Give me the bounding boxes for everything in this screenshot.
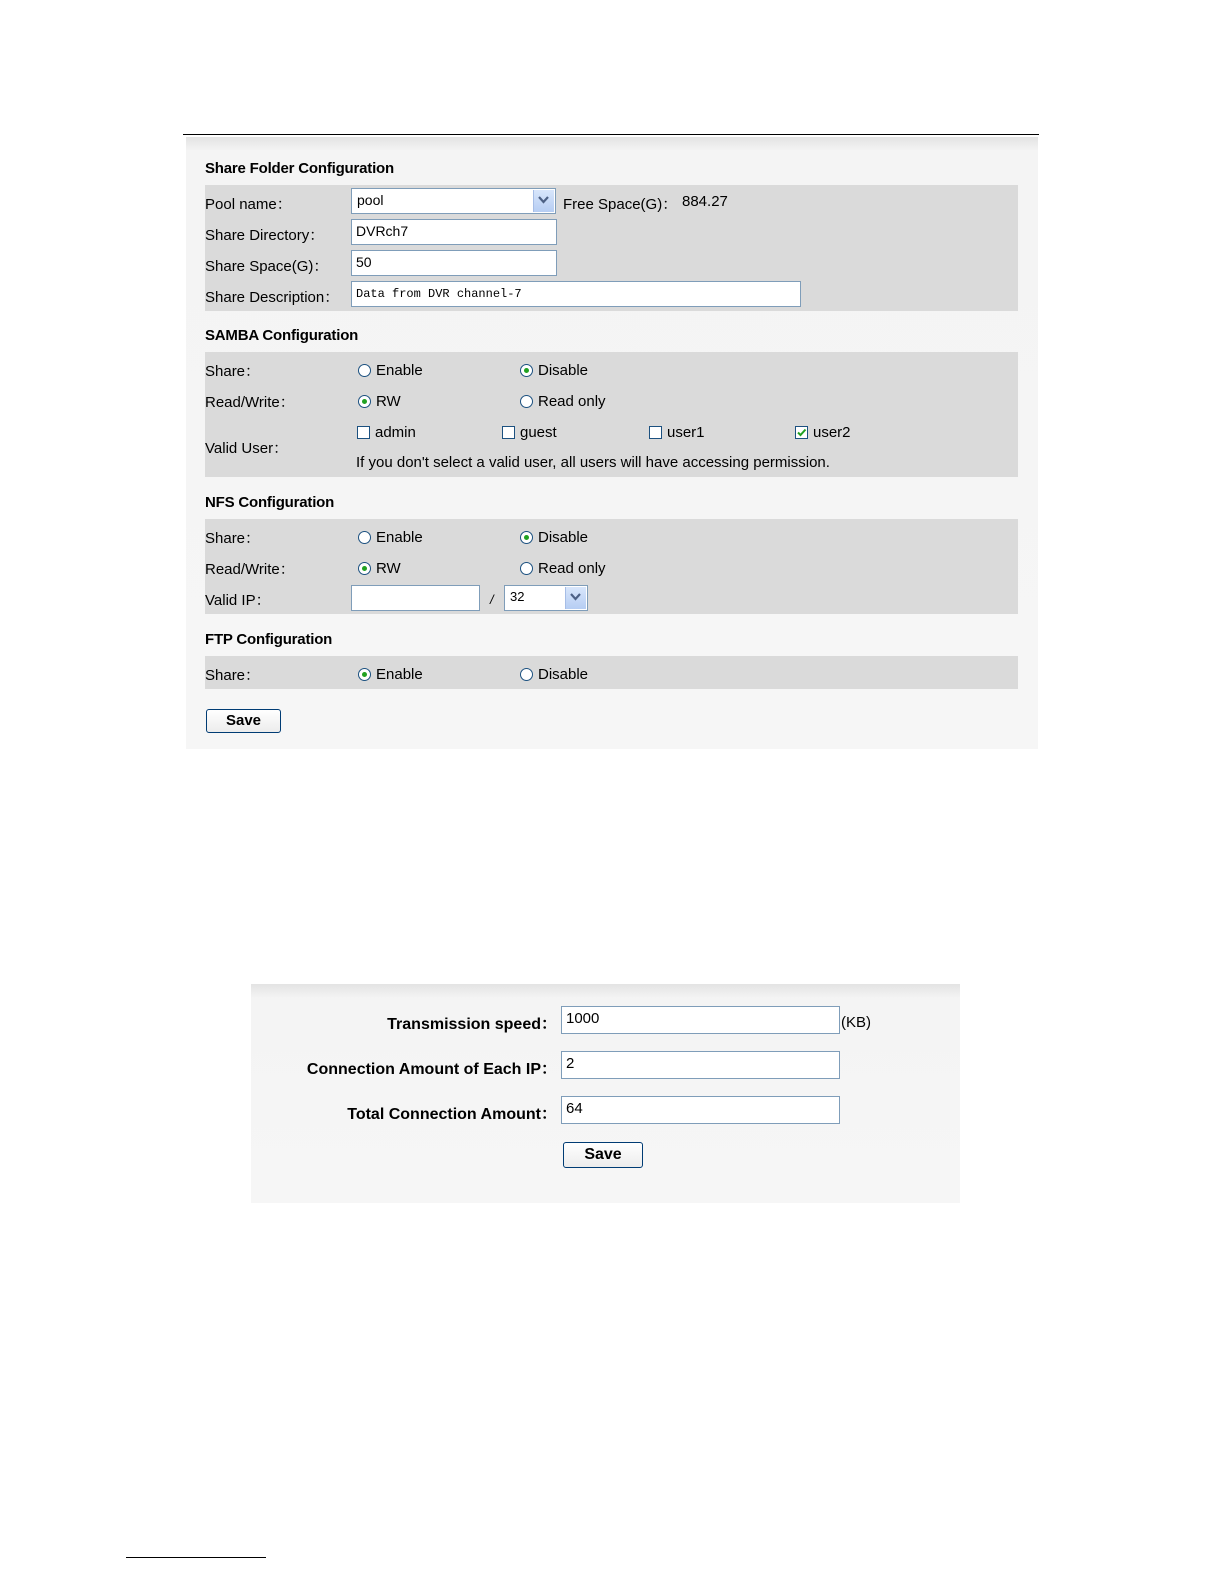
nfs-share-disable-label: Disable (538, 529, 589, 546)
nfs-rw-option[interactable] (358, 560, 401, 577)
pool-name-value: pool (357, 192, 384, 208)
top-rule (183, 134, 1039, 135)
radio-off-icon (358, 364, 371, 377)
user-user1-checkbox[interactable] (649, 424, 705, 441)
radio-on-icon (520, 364, 533, 377)
checkbox-off-icon (502, 426, 515, 439)
per-ip-connection-label: Connection Amount of Each IP： (306, 1061, 557, 1078)
samba-rw-option-label: RW (376, 393, 401, 410)
ftp-band (205, 656, 1018, 689)
nfs-band (205, 519, 1018, 614)
nfs-share-enable[interactable] (358, 529, 423, 546)
samba-readonly-option-label: Read only (538, 393, 606, 410)
user-admin-label: admin (375, 424, 416, 441)
radio-on-icon (358, 395, 371, 408)
subnet-mask-value: 32 (510, 589, 525, 604)
valid-ip-input[interactable] (351, 585, 480, 611)
user-admin-checkbox[interactable] (357, 424, 416, 441)
samba-share-enable-label: Enable (376, 362, 423, 379)
radio-off-icon (520, 668, 533, 681)
samba-share-disable-label: Disable (538, 362, 589, 379)
chevron-down-icon (565, 587, 586, 609)
share-space-label: Share Space(G)： (205, 258, 329, 275)
share-description-label: Share Description： (205, 289, 340, 306)
transmission-speed-input[interactable]: 1000 (561, 1006, 840, 1034)
free-space-value: 884.27 (682, 193, 728, 210)
ftp-share-enable[interactable] (358, 666, 423, 683)
free-space-label: Free Space(G)： (563, 196, 678, 213)
ftp-share-label: Share： (205, 667, 261, 684)
radio-on-icon (358, 668, 371, 681)
radio-on-icon (520, 531, 533, 544)
ftp-share-enable-label: Enable (376, 666, 423, 683)
nfs-readonly-option-label: Read only (538, 560, 606, 577)
user-guest-label: guest (520, 424, 557, 441)
ftp-share-disable-label: Disable (538, 666, 589, 683)
checkmark-icon (795, 426, 808, 439)
pool-name-select[interactable] (351, 188, 556, 214)
share-directory-input[interactable]: DVRch7 (351, 219, 557, 245)
per-ip-connection-input[interactable]: 2 (561, 1051, 840, 1079)
pool-name-label: Pool name： (205, 196, 292, 213)
mask-separator: / (490, 592, 494, 607)
share-description-input[interactable]: Data from DVR channel-7 (351, 281, 801, 307)
samba-title: SAMBA Configuration (205, 327, 359, 344)
valid-user-label: Valid User： (205, 440, 289, 457)
save-button[interactable]: Save (206, 709, 281, 733)
transmission-speed-unit: (KB) (841, 1014, 871, 1031)
valid-user-note: If you don't select a valid user, all users will have accessing permission. (356, 454, 830, 471)
total-connection-input[interactable]: 64 (561, 1096, 840, 1124)
samba-rw-label: Read/Write： (205, 394, 295, 411)
nfs-title: NFS Configuration (205, 494, 335, 511)
valid-ip-label: Valid IP： (205, 592, 271, 609)
share-directory-label: Share Directory： (205, 227, 325, 244)
subnet-mask-select[interactable] (504, 585, 588, 611)
checkbox-off-icon (649, 426, 662, 439)
samba-readonly-option[interactable] (520, 393, 606, 410)
radio-off-icon (520, 562, 533, 575)
radio-on-icon (358, 562, 371, 575)
radio-off-icon (358, 531, 371, 544)
ftp-title: FTP Configuration (205, 631, 333, 648)
user-user2-checkbox[interactable] (795, 424, 851, 441)
total-connection-label: Total Connection Amount： (347, 1106, 557, 1123)
samba-rw-option[interactable] (358, 393, 401, 410)
share-space-input[interactable]: 50 (351, 250, 557, 276)
nfs-share-enable-label: Enable (376, 529, 423, 546)
nfs-rw-option-label: RW (376, 560, 401, 577)
nfs-share-disable[interactable] (520, 529, 588, 546)
user-guest-checkbox[interactable] (502, 424, 557, 441)
user-user2-label: user2 (813, 424, 851, 441)
ftp-share-disable[interactable] (520, 666, 588, 683)
samba-share-enable[interactable] (358, 362, 423, 379)
share-folder-title: Share Folder Configuration (205, 160, 394, 177)
user-user1-label: user1 (667, 424, 705, 441)
footnote-rule (126, 1557, 266, 1558)
chevron-down-icon (533, 190, 554, 212)
nfs-rw-label: Read/Write： (205, 561, 295, 578)
transmission-speed-label: Transmission speed： (387, 1016, 557, 1033)
nfs-readonly-option[interactable] (520, 560, 606, 577)
checkbox-off-icon (357, 426, 370, 439)
samba-share-disable[interactable] (520, 362, 588, 379)
nfs-share-label: Share： (205, 530, 261, 547)
radio-off-icon (520, 395, 533, 408)
ftp-settings-save-button[interactable]: Save (563, 1142, 643, 1168)
samba-share-label: Share： (205, 363, 261, 380)
